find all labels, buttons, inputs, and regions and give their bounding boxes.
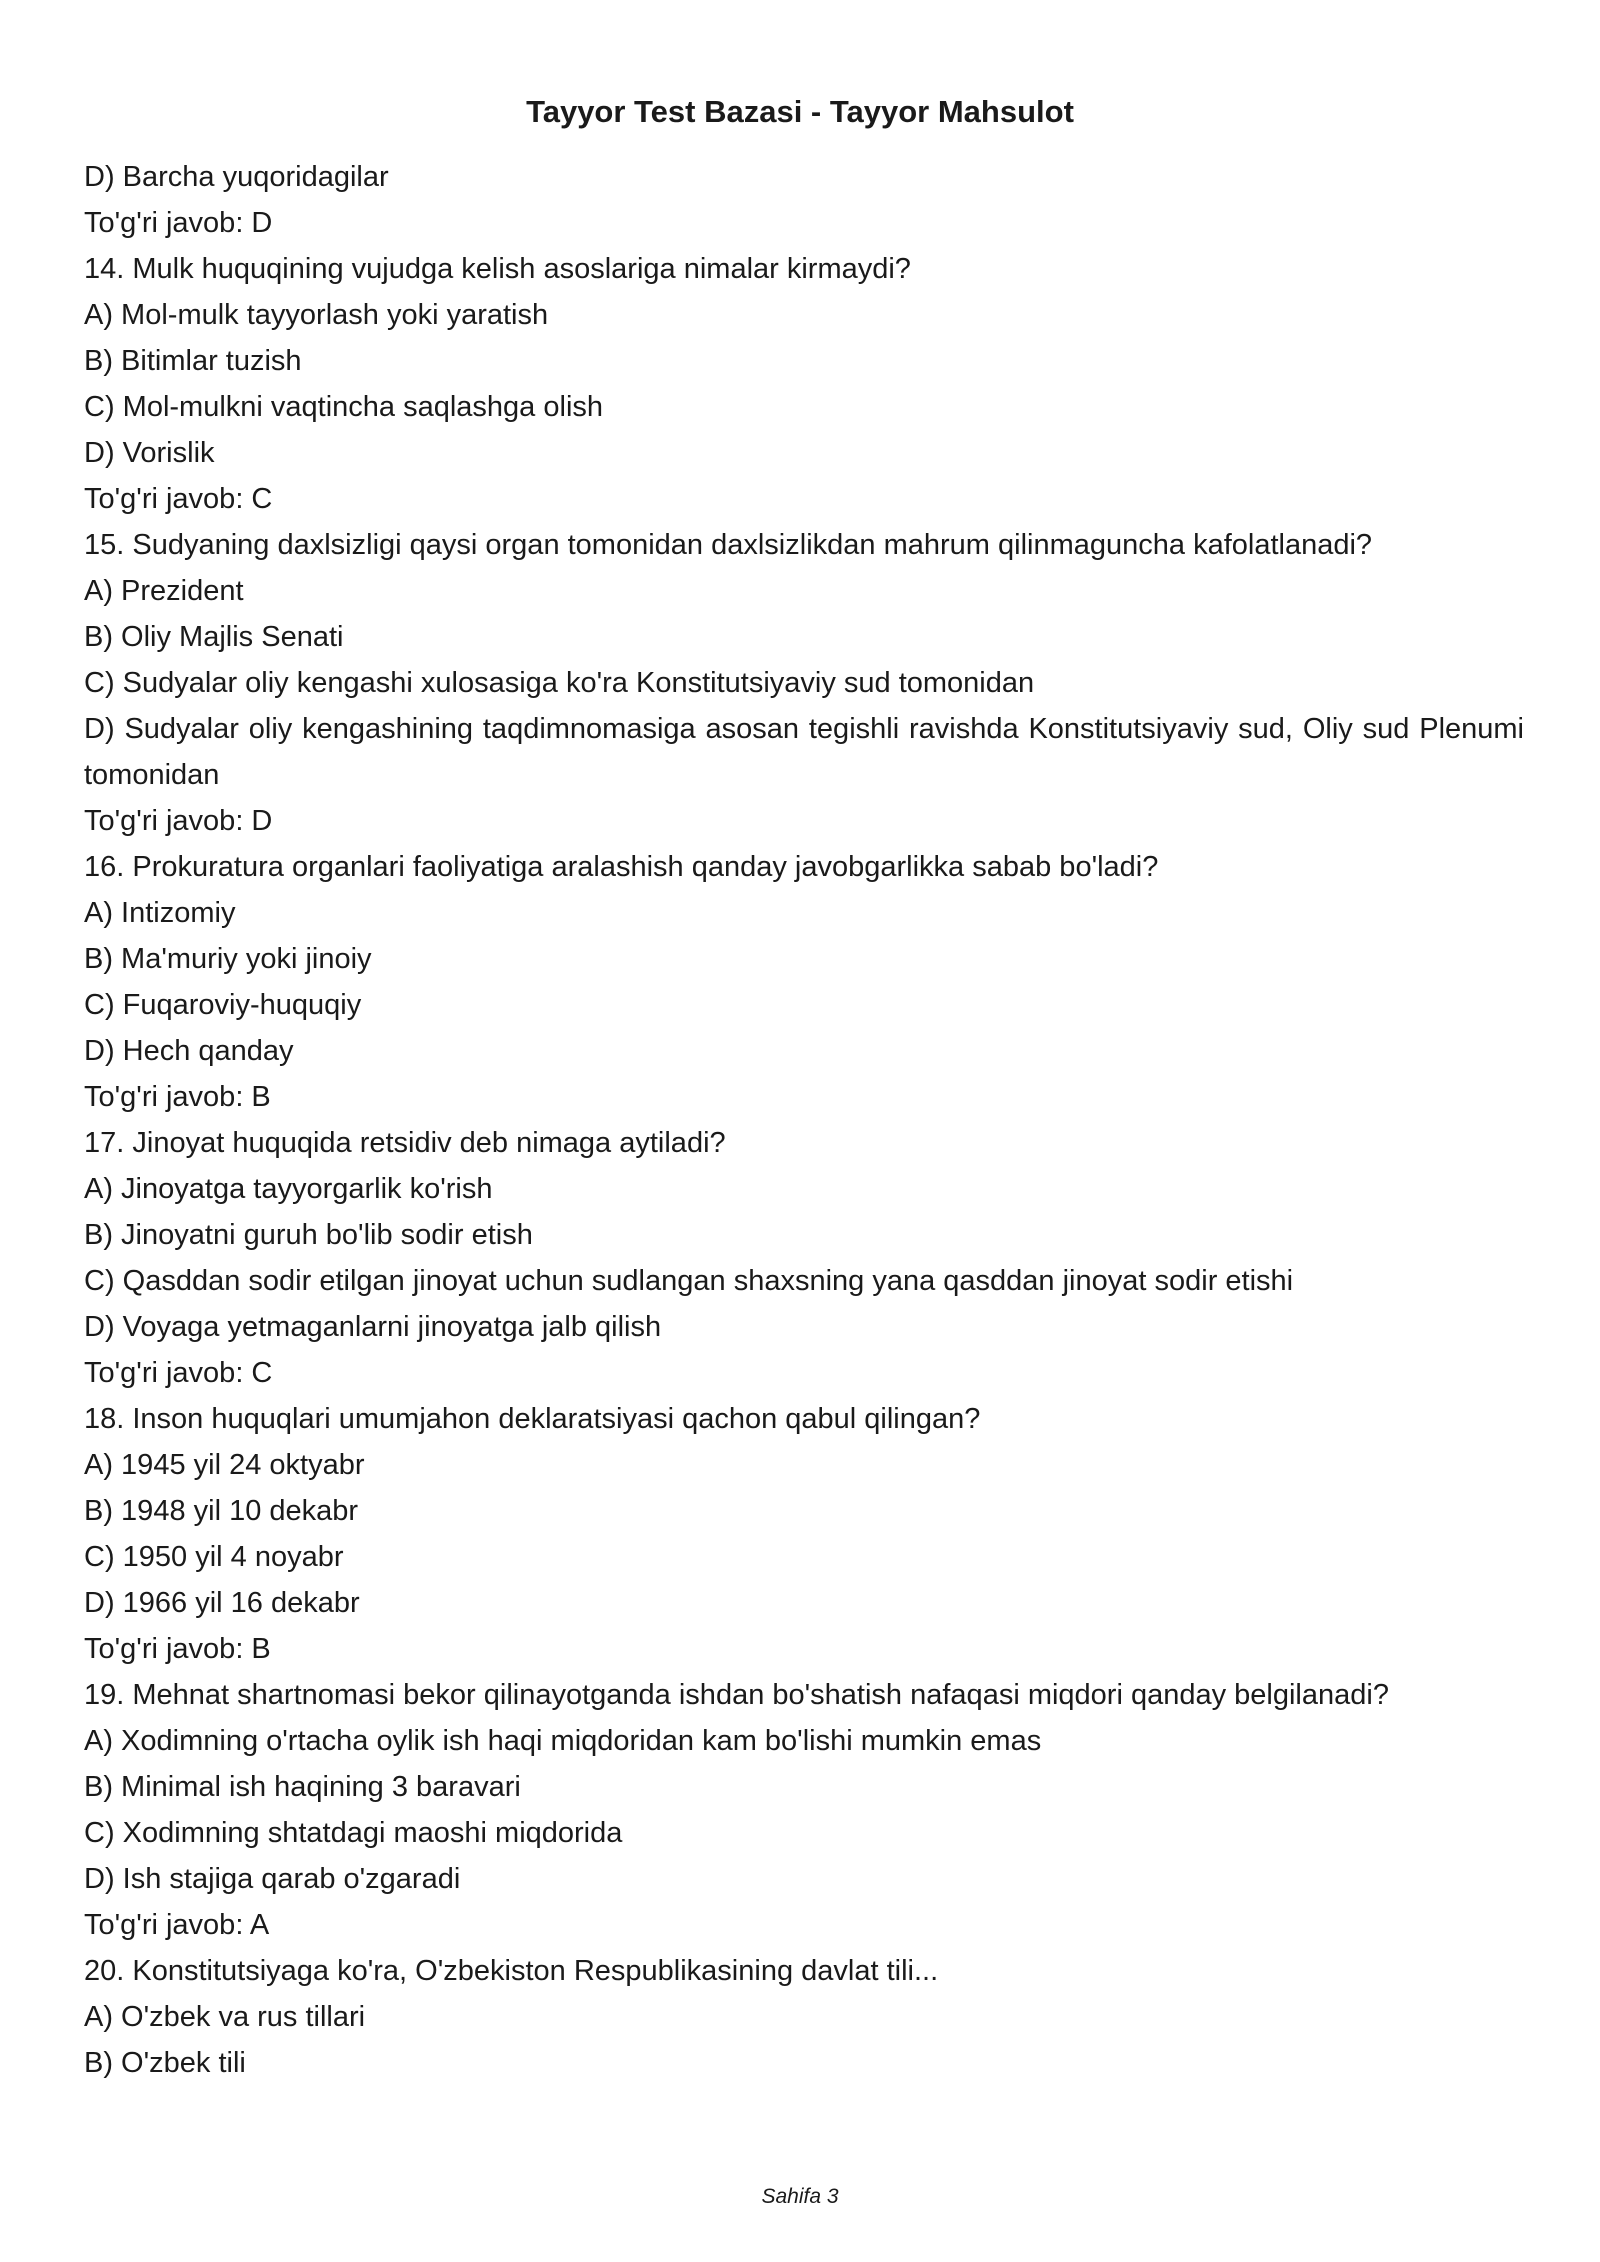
answer-option: A) Prezident [84,575,244,607]
answer-option: D) Ish stajiga qarab o'zgaradi [84,1863,461,1895]
question-text: 16. Prokuratura organlari faoliyatiga aralashish qanday javobgarlikka sabab bo'ladi? [84,851,1159,883]
correct-answer: To'g'ri javob: D [84,805,273,837]
answer-option: C) Xodimning shtatdagi maoshi miqdorida [84,1817,623,1849]
answer-option: C) 1950 yil 4 noyabr [84,1541,344,1573]
answer-option: B) Bitimlar tuzish [84,345,302,377]
answer-option: A) Intizomiy [84,897,236,929]
answer-option: B) Minimal ish haqining 3 baravari [84,1771,521,1803]
answer-option: A) Mol-mulk tayyorlash yoki yaratish [84,299,549,331]
page-number: Sahifa 3 [761,2185,839,2208]
correct-answer: To'g'ri javob: D [84,207,273,239]
answer-option: A) 1945 yil 24 oktyabr [84,1449,365,1481]
answer-option: A) Jinoyatga tayyorgarlik ko'rish [84,1173,493,1205]
answer-option: C) Qasddan sodir etilgan jinoyat uchun sudlangan shaxsning yana qasddan jinoyat sodir etishi [84,1265,1294,1297]
answer-option: B) 1948 yil 10 dekabr [84,1495,359,1527]
answer-option: D) Barcha yuqoridagilar [84,161,389,193]
answer-option: D) Vorislik [84,437,215,469]
page-header-title: Tayyor Test Bazasi - Tayyor Mahsulot [526,94,1074,129]
correct-answer: To'g'ri javob: B [84,1081,271,1113]
answer-option: C) Sudyalar oliy kengashi xulosasiga ko'ra Konstitutsiyaviy sud tomonidan [84,667,1035,699]
answer-option: C) Fuqaroviy-huquqiy [84,989,362,1021]
correct-answer: To'g'ri javob: A [84,1909,270,1941]
answer-option: D) Sudyalar oliy kengashining taqdimnomasiga asosan tegishli ravishda Konstitutsiyaviy sud, Oliy sud Plenumi tomonidan [84,713,1524,791]
answer-option: D) 1966 yil 16 dekabr [84,1587,360,1619]
correct-answer: To'g'ri javob: B [84,1633,271,1665]
answer-option: B) Ma'muriy yoki jinoiy [84,943,372,975]
answer-option: B) Oliy Majlis Senati [84,621,344,653]
question-text: 18. Inson huquqlari umumjahon deklaratsiyasi qachon qabul qilingan? [84,1403,981,1435]
answer-option: D) Hech qanday [84,1035,294,1067]
document-body [84,154,1524,2086]
answer-option: B) O'zbek tili [84,2047,246,2079]
question-text: 19. Mehnat shartnomasi bekor qilinayotganda ishdan bo'shatish nafaqasi miqdori qanday belgilanadi? [84,1679,1389,1711]
question-text: 14. Mulk huquqining vujudga kelish asoslariga nimalar kirmaydi? [84,253,911,285]
answer-option: A) Xodimning o'rtacha oylik ish haqi miqdoridan kam bo'lishi mumkin emas [84,1725,1042,1757]
answer-option: A) O'zbek va rus tillari [84,2001,366,2033]
correct-answer: To'g'ri javob: C [84,1357,273,1389]
correct-answer: To'g'ri javob: C [84,483,273,515]
question-text: 15. Sudyaning daxlsizligi qaysi organ tomonidan daxlsizlikdan mahrum qilinmaguncha kafolatlanadi? [84,529,1373,561]
question-text: 17. Jinoyat huquqida retsidiv deb nimaga aytiladi? [84,1127,726,1159]
answer-option: D) Voyaga yetmaganlarni jinoyatga jalb qilish [84,1311,662,1343]
answer-option: C) Mol-mulkni vaqtincha saqlashga olish [84,391,604,423]
question-text: 20. Konstitutsiyaga ko'ra, O'zbekiston Respublikasining davlat tili... [84,1955,939,1987]
answer-option: B) Jinoyatni guruh bo'lib sodir etish [84,1219,533,1251]
